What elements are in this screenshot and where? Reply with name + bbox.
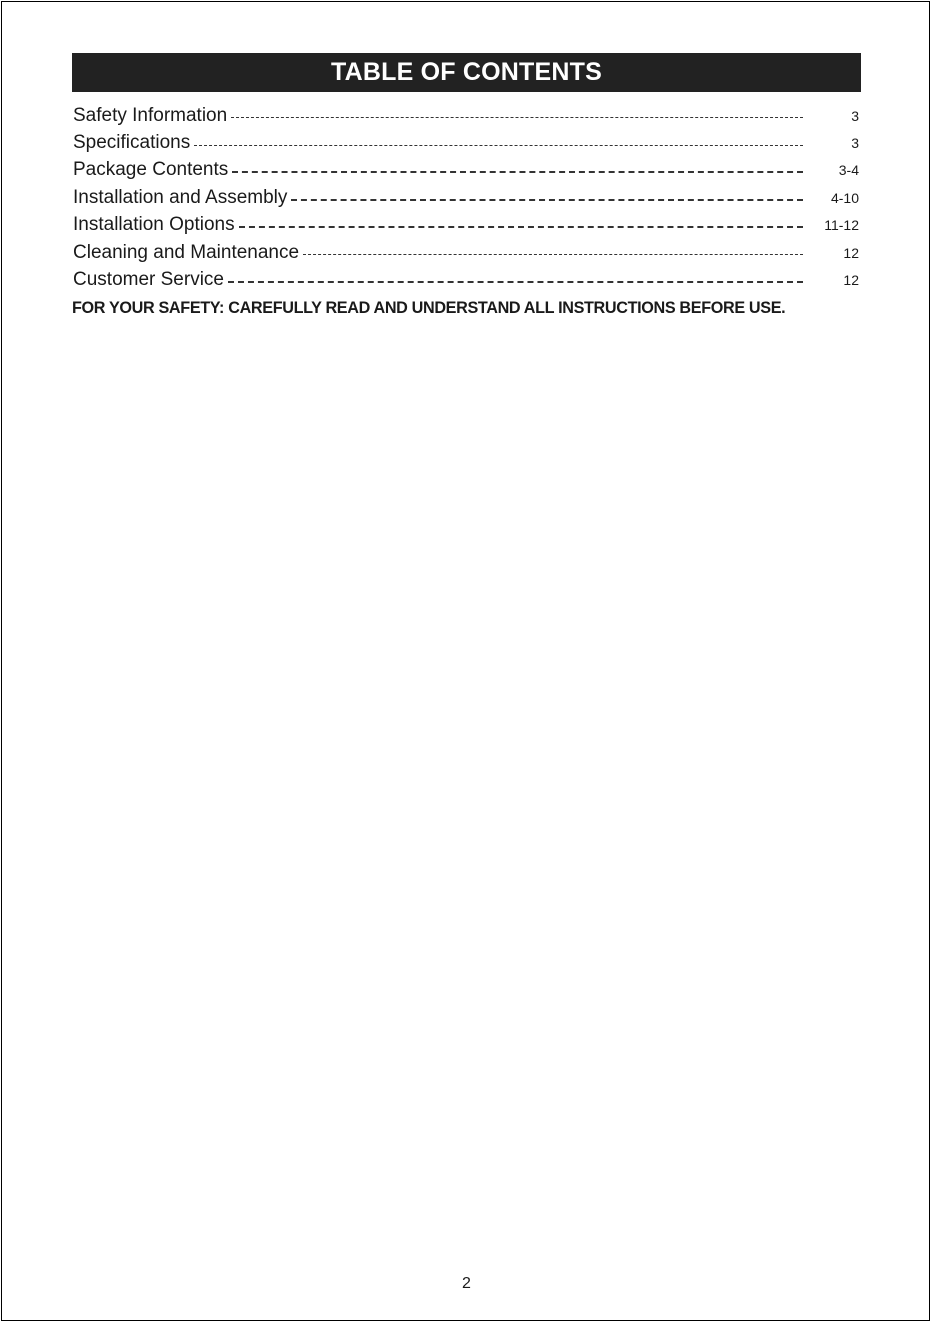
toc-entry-page: 12 xyxy=(843,272,859,289)
toc-leader-dashes xyxy=(303,254,803,255)
toc-entry-page: 3 xyxy=(851,107,859,124)
toc-entry-page: 12 xyxy=(843,244,859,261)
toc-entry-customer-service[interactable] xyxy=(73,266,859,293)
toc-entry-label: Cleaning and Maintenance xyxy=(73,242,303,264)
toc-entry-page: 4-10 xyxy=(830,189,859,206)
page-number: 2 xyxy=(462,1275,471,1292)
toc-entry-page: 3 xyxy=(851,135,859,152)
toc-entry-installation-and-assembly[interactable] xyxy=(73,184,859,211)
toc-entry-page: 11-12 xyxy=(824,217,859,234)
toc-entry-label: Installation Options xyxy=(73,214,239,236)
toc-leader-dashes xyxy=(228,281,803,283)
toc-entry-label: Package Contents xyxy=(73,159,232,181)
toc-entry-safety-information[interactable] xyxy=(73,102,859,129)
toc-leader-dashes xyxy=(194,145,803,146)
toc-title: TABLE OF CONTENTS xyxy=(72,53,861,92)
toc-leader-dashes xyxy=(231,117,803,118)
toc-entry-specifications[interactable] xyxy=(73,129,859,156)
toc-entry-label: Specifications xyxy=(73,132,194,154)
toc-entry-package-contents[interactable] xyxy=(73,157,859,184)
toc-leader-dashes xyxy=(239,226,803,228)
toc-entry-label: Installation and Assembly xyxy=(73,187,291,209)
toc-entry-cleaning-and-maintenance[interactable] xyxy=(73,239,859,266)
toc-entry-label: Customer Service xyxy=(73,269,228,291)
toc-list xyxy=(73,102,859,294)
toc-entry-label: Safety Information xyxy=(73,105,231,127)
safety-warning-text: FOR YOUR SAFETY: CAREFULLY READ AND UNDERSTAND ALL INSTRUCTIONS BEFORE USE. xyxy=(72,299,786,317)
toc-leader-dashes xyxy=(291,199,803,201)
toc-entry-installation-options[interactable] xyxy=(73,212,859,239)
document-page xyxy=(1,1,930,1321)
toc-entry-page: 3-4 xyxy=(838,162,859,179)
toc-leader-dashes xyxy=(232,171,803,173)
